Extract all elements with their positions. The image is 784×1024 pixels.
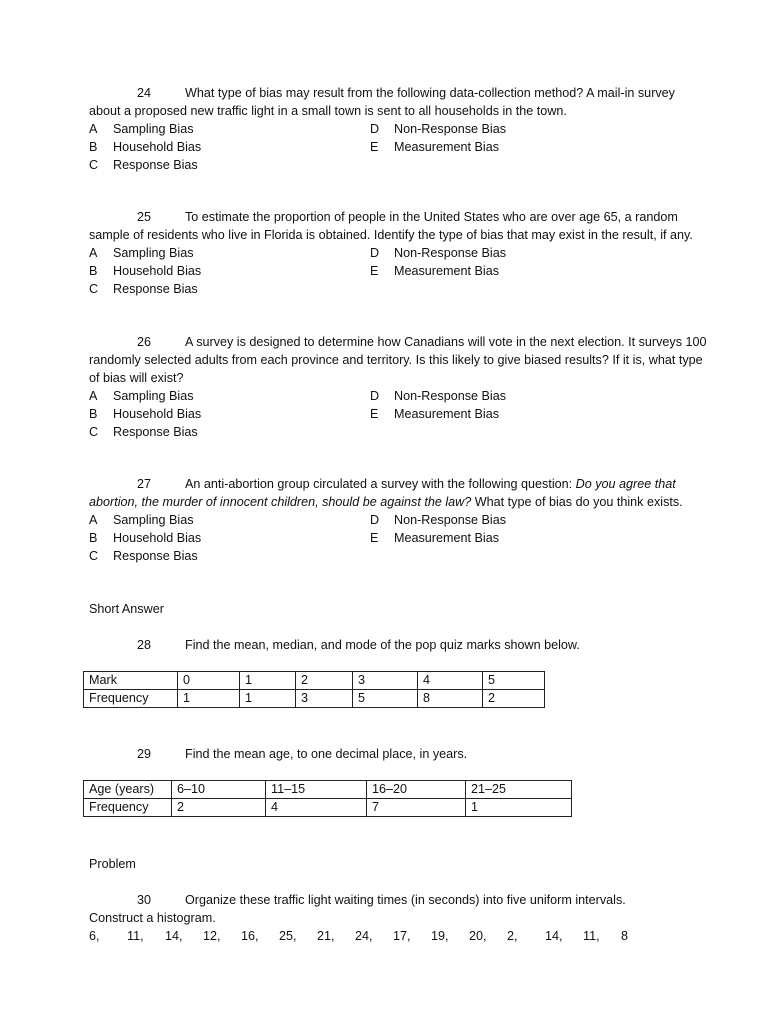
table-row bbox=[84, 799, 572, 817]
age-frequency-table bbox=[83, 780, 572, 817]
table-cell: 16–20 bbox=[367, 781, 466, 799]
waiting-times-list bbox=[89, 927, 761, 945]
question-text: Construct a histogram. bbox=[89, 911, 216, 925]
option-d: Non-Response Bias bbox=[394, 513, 507, 527]
option-letter: A bbox=[89, 513, 98, 527]
table-cell: 21–25 bbox=[466, 781, 572, 799]
question-29 bbox=[89, 745, 761, 763]
table-cell: Frequency bbox=[84, 690, 178, 708]
option-e: Measurement Bias bbox=[394, 531, 499, 545]
question-number: 26 bbox=[137, 335, 152, 349]
question-27 bbox=[89, 475, 761, 565]
question-text: What type of bias may result from the following data-collection method? A mail-in survey bbox=[185, 86, 675, 100]
option-letter: C bbox=[89, 282, 99, 296]
list-item: 14, bbox=[165, 929, 183, 943]
list-item: 25, bbox=[279, 929, 297, 943]
list-item: 11, bbox=[583, 929, 600, 943]
question-24 bbox=[89, 84, 761, 174]
option-d: Non-Response Bias bbox=[394, 122, 507, 136]
option-a: Sampling Bias bbox=[113, 389, 194, 403]
table-cell: 0 bbox=[178, 672, 240, 690]
option-d: Non-Response Bias bbox=[394, 389, 507, 403]
option-letter: C bbox=[89, 158, 99, 172]
option-a: Sampling Bias bbox=[113, 246, 194, 260]
option-c: Response Bias bbox=[113, 282, 198, 296]
option-letter: A bbox=[89, 122, 98, 136]
list-item: 20, bbox=[469, 929, 487, 943]
table-row bbox=[84, 781, 572, 799]
list-item: 24, bbox=[355, 929, 373, 943]
table-cell: 3 bbox=[353, 672, 418, 690]
table-cell: Age (years) bbox=[84, 781, 172, 799]
option-c: Response Bias bbox=[113, 158, 198, 172]
option-a: Sampling Bias bbox=[113, 513, 194, 527]
list-item: 6, bbox=[89, 929, 100, 943]
option-c: Response Bias bbox=[113, 425, 198, 439]
option-letter: E bbox=[370, 407, 379, 421]
option-letter: D bbox=[370, 246, 380, 260]
question-text: To estimate the proportion of people in the United States who are over age 65, a random bbox=[185, 210, 678, 224]
list-item: 21, bbox=[317, 929, 335, 943]
list-item: 14, bbox=[545, 929, 563, 943]
list-item: 12, bbox=[203, 929, 221, 943]
option-e: Measurement Bias bbox=[394, 140, 499, 154]
table-cell: 11–15 bbox=[266, 781, 367, 799]
option-letter: D bbox=[370, 389, 380, 403]
table-cell: 4 bbox=[266, 799, 367, 817]
option-letter: A bbox=[89, 389, 98, 403]
question-text: Organize these traffic light waiting times (in seconds) into five uniform intervals. bbox=[185, 893, 626, 907]
list-item: 16, bbox=[241, 929, 259, 943]
option-e: Measurement Bias bbox=[394, 407, 499, 421]
question-number: 30 bbox=[137, 893, 152, 907]
option-letter: D bbox=[370, 122, 380, 136]
question-text: randomly selected adults from each province and territory. Is this likely to give biased results? If it is, what type bbox=[89, 353, 703, 367]
table-row bbox=[84, 672, 545, 690]
question-text: of bias will exist? bbox=[89, 371, 184, 385]
option-letter: B bbox=[89, 407, 98, 421]
table-cell: 8 bbox=[418, 690, 483, 708]
list-item: 8 bbox=[621, 929, 629, 943]
question-text: Find the mean age, to one decimal place, in years. bbox=[185, 747, 468, 761]
list-item: 19, bbox=[431, 929, 449, 943]
option-letter: A bbox=[89, 246, 98, 260]
table-cell: 1 bbox=[466, 799, 572, 817]
table-cell: 5 bbox=[353, 690, 418, 708]
table-cell: 7 bbox=[367, 799, 466, 817]
option-d: Non-Response Bias bbox=[394, 246, 507, 260]
survey-question-quote: abortion, the murder of innocent children, should be against the law? bbox=[89, 495, 472, 509]
question-text: sample of residents who live in Florida is obtained. Identify the type of bias that may exist in the result, if any. bbox=[89, 228, 693, 242]
table-cell: 2 bbox=[172, 799, 266, 817]
question-text: An anti-abortion group circulated a survey with the following question: bbox=[185, 477, 576, 491]
table-cell: 5 bbox=[483, 672, 545, 690]
option-letter: B bbox=[89, 531, 98, 545]
option-b: Household Bias bbox=[113, 264, 202, 278]
table-cell: Mark bbox=[84, 672, 178, 690]
question-number: 25 bbox=[137, 210, 152, 224]
option-letter: E bbox=[370, 140, 379, 154]
list-item: 2, bbox=[507, 929, 518, 943]
option-letter: C bbox=[89, 549, 99, 563]
table-cell: 6–10 bbox=[172, 781, 266, 799]
table-cell: 1 bbox=[240, 690, 296, 708]
option-b: Household Bias bbox=[113, 407, 202, 421]
question-number: 24 bbox=[137, 86, 152, 100]
option-letter: E bbox=[370, 264, 379, 278]
option-letter: B bbox=[89, 264, 98, 278]
question-text: about a proposed new traffic light in a small town is sent to all households in the town. bbox=[89, 104, 567, 118]
table-cell: 3 bbox=[296, 690, 353, 708]
table-cell: 4 bbox=[418, 672, 483, 690]
table-cell: 1 bbox=[178, 690, 240, 708]
table-cell: Frequency bbox=[84, 799, 172, 817]
option-b: Household Bias bbox=[113, 531, 202, 545]
quiz-marks-table bbox=[83, 671, 545, 708]
list-item: 17, bbox=[393, 929, 411, 943]
option-letter: E bbox=[370, 531, 379, 545]
option-e: Measurement Bias bbox=[394, 264, 499, 278]
table-cell: 1 bbox=[240, 672, 296, 690]
table-cell: 2 bbox=[483, 690, 545, 708]
option-letter: B bbox=[89, 140, 98, 154]
list-item: 11, bbox=[127, 929, 144, 943]
question-text: A survey is designed to determine how Canadians will vote in the next election. It surveys 100 bbox=[185, 335, 707, 349]
section-heading-problem: Problem bbox=[89, 857, 136, 871]
question-text: Find the mean, median, and mode of the pop quiz marks shown below. bbox=[185, 638, 580, 652]
question-28 bbox=[89, 636, 761, 654]
question-number: 27 bbox=[137, 477, 152, 491]
option-letter: D bbox=[370, 513, 380, 527]
table-row bbox=[84, 690, 545, 708]
question-25 bbox=[89, 208, 761, 298]
option-letter: C bbox=[89, 425, 99, 439]
question-26 bbox=[89, 333, 761, 441]
option-c: Response Bias bbox=[113, 549, 198, 563]
question-number: 29 bbox=[137, 747, 152, 761]
option-b: Household Bias bbox=[113, 140, 202, 154]
table-cell: 2 bbox=[296, 672, 353, 690]
question-text: What type of bias do you think exists. bbox=[471, 495, 683, 509]
option-a: Sampling Bias bbox=[113, 122, 194, 136]
question-30 bbox=[89, 891, 761, 945]
survey-question-quote: Do you agree that bbox=[575, 477, 676, 491]
question-number: 28 bbox=[137, 638, 152, 652]
section-heading-short-answer: Short Answer bbox=[89, 602, 164, 616]
